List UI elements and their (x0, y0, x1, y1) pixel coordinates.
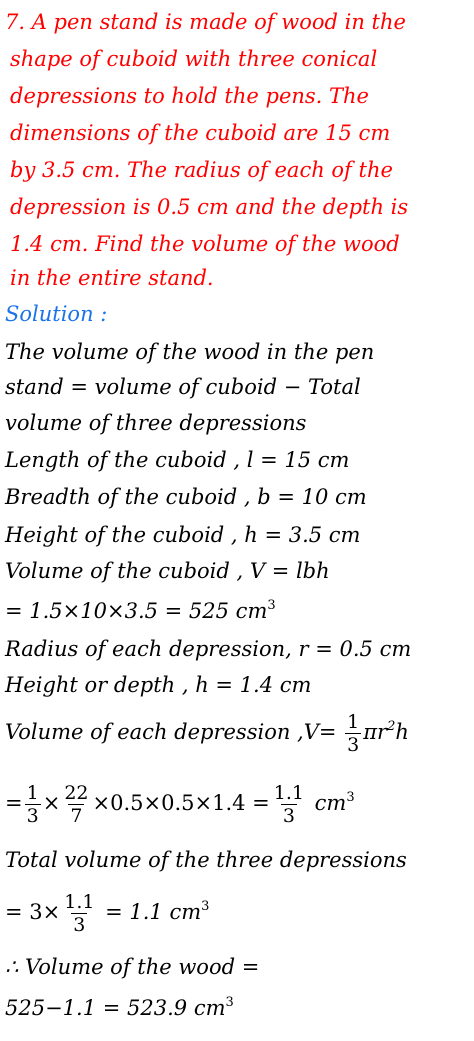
cubic-exponent: 3 (267, 598, 276, 613)
solution-line-4: Length of the cuboid , l = 15 cm (5, 448, 350, 472)
problem-line-7: 1.4 cm. Find the volume of the wood (10, 232, 400, 256)
problem-line-4: dimensions of the cuboid are 15 cm (10, 121, 391, 145)
pi-r-term: πr (363, 720, 388, 744)
fraction-numerator: 1 (26, 782, 39, 804)
equals-sign: = (5, 791, 23, 815)
product-terms: ×0.5×0.5×1.4 = (92, 791, 270, 815)
times-sign: × (42, 791, 61, 815)
fraction-numerator: 1.1 (64, 891, 95, 913)
fraction-denominator: 7 (70, 805, 83, 827)
solution-line-11 (5, 706, 409, 762)
total-depressions-result: = 1.1 cm (98, 900, 202, 924)
cubic-exponent: 3 (346, 790, 355, 805)
final-answer: 525−1.1 = 523.9 cm (5, 996, 226, 1020)
fraction-numerator: 1.1 (273, 782, 304, 804)
problem-line-5: by 3.5 cm. The radius of each of the (10, 158, 393, 182)
fraction-numerator: 1 (347, 711, 360, 733)
solution-line-16 (5, 994, 234, 1026)
problem-line-3: depressions to hold the pens. The (10, 84, 369, 108)
fraction-denominator: 3 (73, 914, 86, 936)
solution-line-15: ∴ Volume of the wood = (5, 955, 260, 979)
solution-line-9: Radius of each depression, r = 0.5 cm (5, 637, 412, 661)
problem-line-1: 7. A pen stand is made of wood in the (5, 10, 406, 34)
fraction-22-7 (62, 782, 90, 827)
solution-line-14 (5, 886, 209, 942)
solution-line-7: Volume of the cuboid , V = lbh (5, 559, 330, 583)
problem-line-2: shape of cuboid with three conical (10, 47, 378, 71)
problem-line-8: in the entire stand. (10, 266, 214, 290)
height-term: h (395, 720, 409, 744)
fraction-denominator: 3 (282, 805, 295, 827)
solution-line-13: Total volume of the three depressions (5, 848, 407, 872)
solution-heading: Solution : (5, 302, 108, 326)
square-exponent: 2 (387, 719, 396, 734)
solution-line-6: Height of the cuboid , h = 3.5 cm (5, 523, 361, 547)
problem-line-6: depression is 0.5 cm and the depth is (10, 195, 409, 219)
cubic-exponent: 3 (225, 995, 234, 1010)
fraction-one-third-2 (25, 782, 41, 827)
cubic-exponent: 3 (201, 899, 210, 914)
fraction-1-1-over-3 (272, 782, 306, 827)
solution-line-8 (5, 597, 276, 629)
cone-volume-label: Volume of each depression ,V= (5, 720, 344, 744)
fraction-one-third (345, 711, 361, 756)
solution-line-12 (5, 777, 355, 833)
solution-line-2: stand = volume of cuboid − Total (5, 375, 361, 399)
cuboid-volume-calc: = 1.5×10×3.5 = 525 cm (5, 599, 268, 623)
fraction-1-1-over-3-b (62, 891, 96, 936)
fraction-denominator: 3 (347, 734, 360, 756)
fraction-denominator: 3 (26, 805, 39, 827)
unit-cm: cm (307, 791, 347, 815)
solution-line-3: volume of three depressions (5, 411, 307, 435)
solution-line-5: Breadth of the cuboid , b = 10 cm (5, 485, 367, 509)
three-times: = 3× (5, 900, 61, 924)
solution-line-1: The volume of the wood in the pen (5, 340, 375, 364)
fraction-numerator: 22 (64, 782, 89, 804)
solution-line-10: Height or depth , h = 1.4 cm (5, 673, 312, 697)
